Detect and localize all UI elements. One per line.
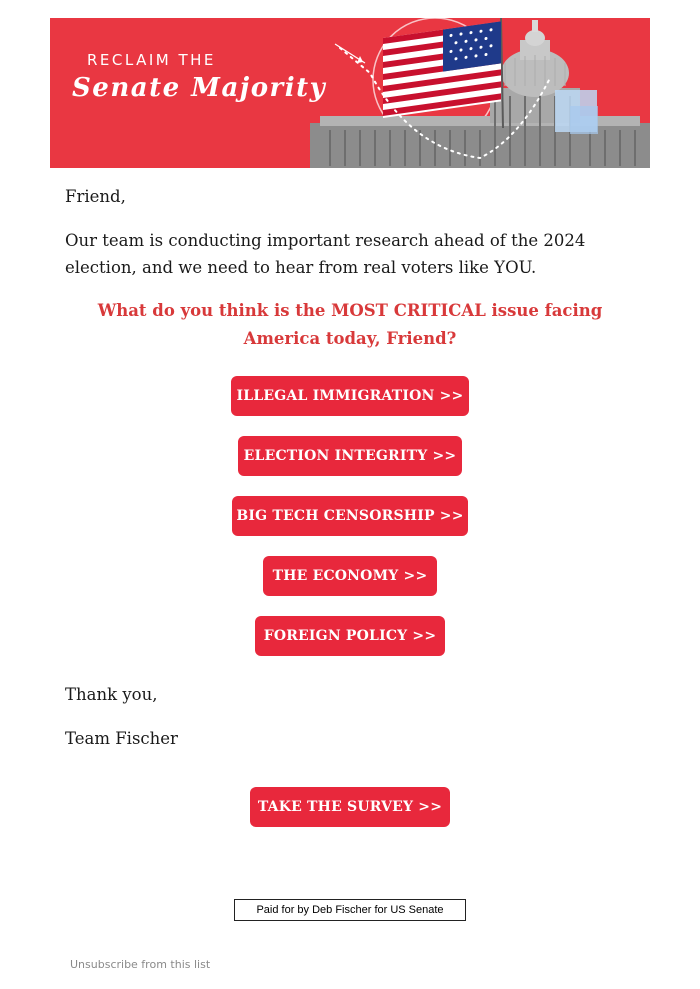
header-banner [50, 18, 650, 168]
option-illegal-immigration-button[interactable]: ILLEGAL IMMIGRATION >> [231, 376, 469, 416]
option-election-integrity-button[interactable]: ELECTION INTEGRITY >> [238, 436, 462, 476]
intro-paragraph: Our team is conducting important research ahead of the 2024 election, and we need to hear from real voters like YOU. [65, 231, 586, 277]
survey-question: What do you think is the MOST CRITICAL issue facing America today, Friend? [97, 301, 603, 348]
thanks-text: Thank you, [65, 685, 158, 704]
unsubscribe-link[interactable]: Unsubscribe from this list [70, 958, 211, 971]
greeting-text: Friend, [65, 187, 126, 206]
option-big-tech-censorship-button[interactable]: BIG TECH CENSORSHIP >> [232, 496, 468, 536]
banner-title: Senate Majority [72, 73, 327, 103]
take-survey-button[interactable]: TAKE THE SURVEY >> [250, 787, 450, 827]
paid-for-disclaimer: Paid for by Deb Fischer for US Senate [234, 899, 466, 921]
banner-kicker: RECLAIM THE [87, 51, 216, 69]
signoff-text: Team Fischer [65, 729, 178, 748]
option-foreign-policy-button[interactable]: FOREIGN POLICY >> [255, 616, 445, 656]
option-economy-button[interactable]: THE ECONOMY >> [263, 556, 437, 596]
